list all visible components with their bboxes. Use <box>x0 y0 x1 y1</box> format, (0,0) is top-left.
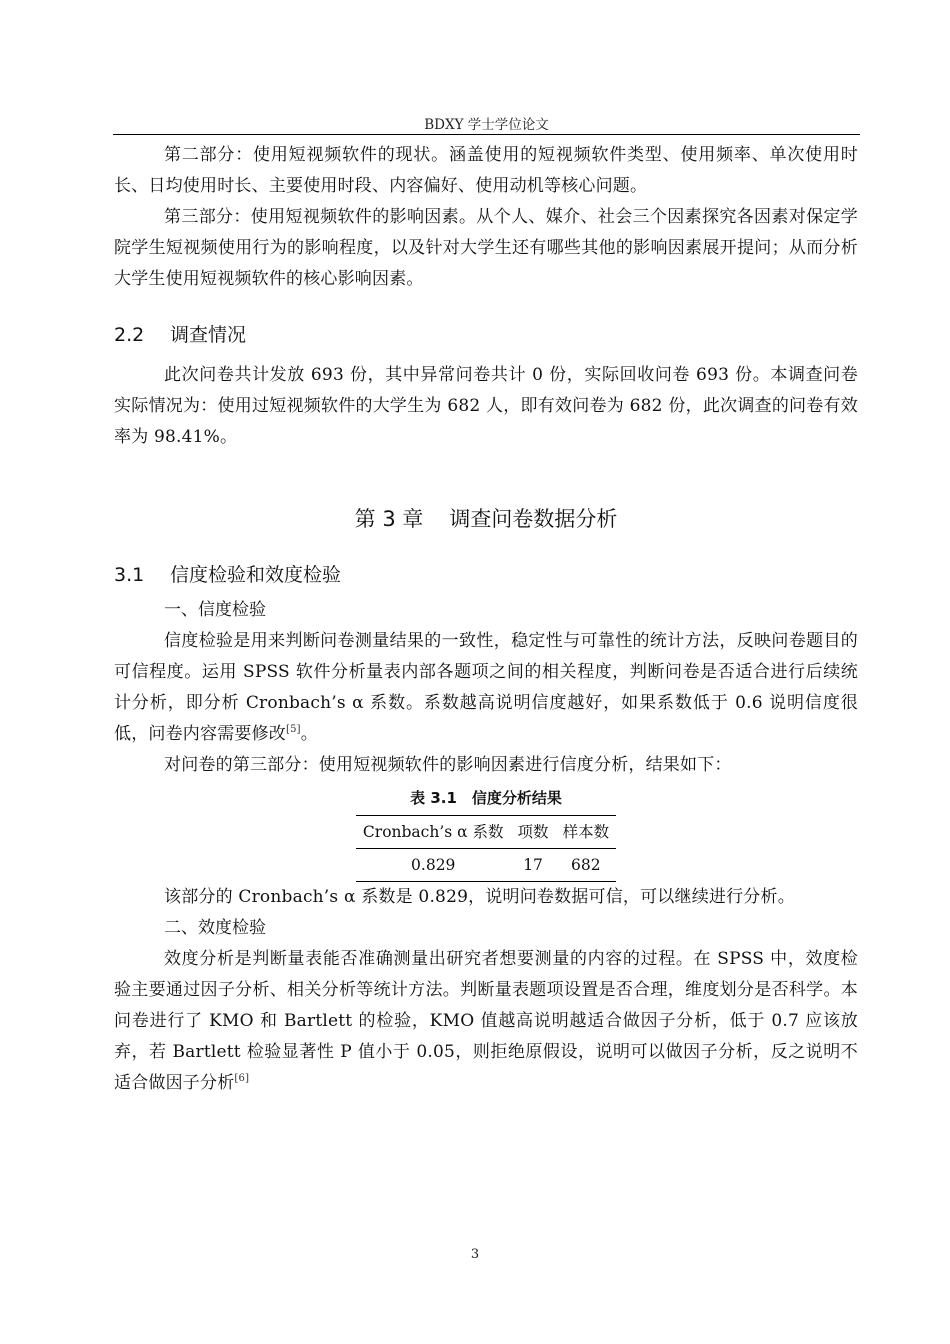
reliability-table <box>356 815 616 882</box>
section-title: 信度检验和效度检验 <box>170 564 342 586</box>
paragraph-part-three: 第三部分：使用短视频软件的影响因素。从个人、媒介、社会三个因素探究各因素对保定学院学生短视频使用行为的影响程度，以及针对大学生还有哪些其他的影响因素展开提问；从而分析大学生使用短视频软件的核心影响因素。 <box>114 207 858 289</box>
chapter-label: 第 3 章 <box>354 507 424 531</box>
section-title: 调查情况 <box>170 324 247 346</box>
subheading-validity: 二、效度检验 <box>164 918 266 938</box>
paragraph-end: 。 <box>300 724 318 744</box>
section-number: 3.1 <box>114 564 145 586</box>
citation: [5] <box>286 724 301 735</box>
section-number: 2.2 <box>114 324 145 346</box>
paragraph-part-two: 第二部分：使用短视频软件的现状。涵盖使用的短视频软件类型、使用频率、单次使用时长、日均使用时长、主要使用时段、内容偏好、使用动机等核心问题。 <box>114 145 858 196</box>
citation: [6] <box>234 1073 250 1084</box>
page-number: 3 <box>470 1247 480 1262</box>
subheading-reliability: 一、信度检验 <box>164 600 266 620</box>
paragraph-validity <box>114 944 858 1099</box>
table-row <box>356 849 616 882</box>
table-cell: 682 <box>571 856 601 874</box>
table-cell: 0.829 <box>411 856 456 874</box>
paragraph-reliability-definition <box>114 626 858 750</box>
section-2-2-heading <box>114 321 858 349</box>
paragraph-reliability-intro: 对问卷的第三部分：使用短视频软件的影响因素进行信度分析，结果如下： <box>164 755 732 775</box>
paragraph-text: 信度检验是用来判断问卷测量结果的一致性，稳定性与可靠性的统计方法，反映问卷题目的可信程度。运用 SPSS 软件分析量表内部各题项之间的相关程度，判断问卷是否适合进行后续统计分析，即分析 Cronbach’s α 系数。系数越高说明信度越好，如果系数低于 0.6 说明信度很低，问卷内容需要修改 <box>114 631 858 744</box>
table-caption: 表 3.1 信度分析结果 <box>410 789 562 807</box>
table-header-row <box>356 816 616 849</box>
chapter-title: 调查问卷数据分析 <box>449 507 618 531</box>
paragraph-text: 效度分析是判断量表能否准确测量出研究者想要测量的内容的过程。在 SPSS 中，效度检验主要通过因子分析、相关分析等统计方法。判断量表题项设置是否合理，维度划分是否科学。本问卷进行了 KMO 和 Bartlett 的检验，KMO 值越高说明越适合做因子分析，低于 0.7 应该放弃，若 Bartlett 检验显著性 P 值小于 0.05，则拒绝原假设，说明可以做因子分析，反之说明不适合做因子分析 <box>114 949 858 1093</box>
table-header-cell: 样本数 <box>556 816 617 849</box>
section-3-1-heading <box>114 561 858 589</box>
page-content <box>114 140 858 1099</box>
table-cell: 17 <box>523 856 543 874</box>
running-header: BDXY 学士学位论文 <box>424 117 549 133</box>
header-rule <box>113 134 860 135</box>
table-header-cell: 项数 <box>511 816 556 849</box>
paragraph-survey-status: 此次问卷共计发放 693 份，其中异常问卷共计 0 份，实际回收问卷 693 份。本调查问卷实际情况为：使用过短视频软件的大学生为 682 人，即有效问卷为 682 份，此次调查的问卷有效率为 98.41%。 <box>114 365 858 447</box>
table-header-cell: Cronbach’s α 系数 <box>356 816 511 849</box>
paragraph-reliability-result: 该部分的 Cronbach’s α 系数是 0.829，说明问卷数据可信，可以继续进行分析。 <box>164 887 795 907</box>
chapter-heading <box>114 503 858 535</box>
